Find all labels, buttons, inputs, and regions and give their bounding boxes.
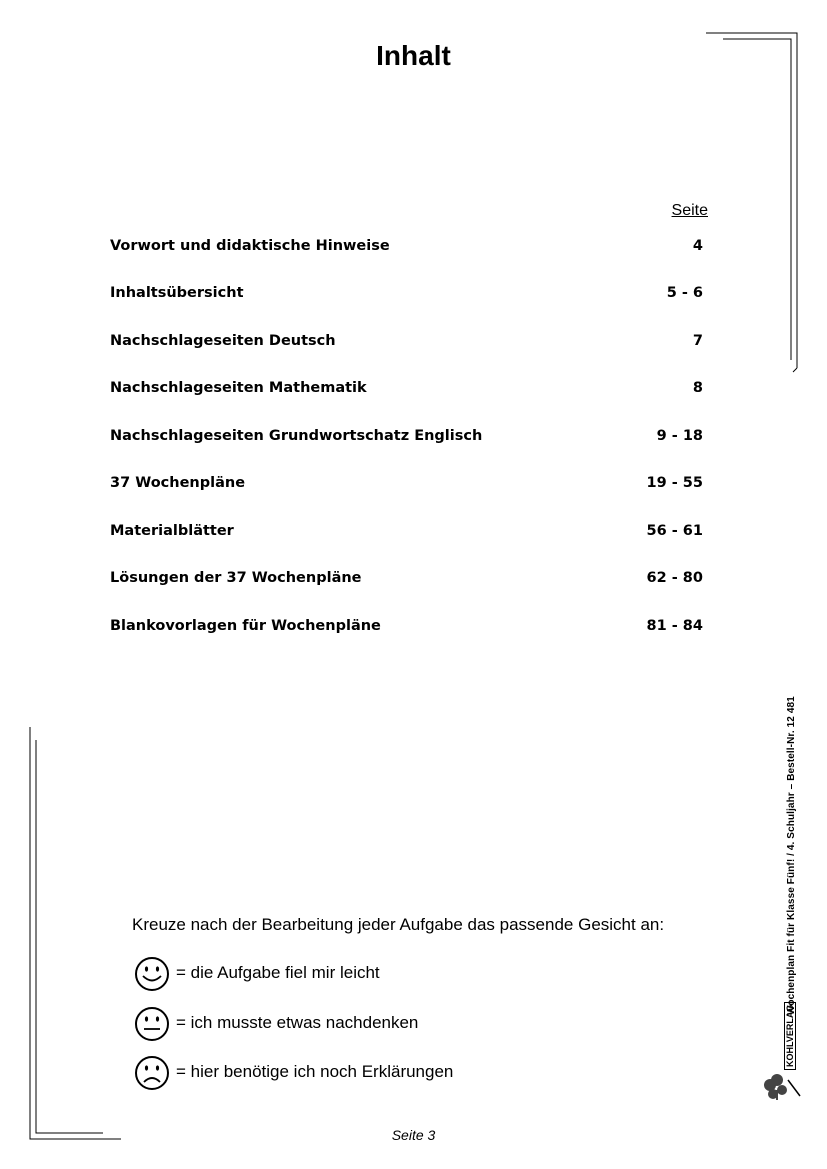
toc-entry-pages: 7	[692, 333, 703, 349]
toc-entry-pages: 62 - 80	[646, 570, 703, 586]
toc-entry-label: Nachschlageseiten Grundwortschatz Englisch	[110, 428, 483, 444]
toc-entry-pages: 56 - 61	[646, 523, 703, 539]
toc-column-header: Seite	[671, 202, 708, 219]
toc-entry	[110, 428, 703, 450]
toc-entry-pages: 4	[692, 238, 703, 254]
toc-entry	[110, 523, 703, 545]
toc-entry-label: Nachschlageseiten Mathematik	[110, 380, 367, 396]
side-imprint-text: Wochenplan Fit für Klasse Fünf! / 4. Schuljahr – Bestell-Nr. 12 481	[786, 696, 797, 1015]
toc-entry-label: Nachschlageseiten Deutsch	[110, 333, 336, 349]
toc-entry	[110, 475, 703, 497]
publisher-name: KOHLVERLAG	[784, 1002, 796, 1070]
tree-logo	[764, 1074, 787, 1100]
smiley-happy-icon	[134, 956, 170, 992]
toc-entry-label: 37 Wochenpläne	[110, 475, 246, 491]
toc-entry	[110, 570, 703, 592]
toc-entry	[110, 285, 703, 307]
smiley-neutral-icon	[134, 1006, 170, 1042]
legend-intro: Kreuze nach der Bearbeitung jeder Aufgabe das passende Gesicht an:	[132, 915, 665, 934]
toc-entry-label: Vorwort und didaktische Hinweise	[110, 238, 390, 254]
toc-entry	[110, 380, 703, 402]
toc-entry-label: Inhaltsübersicht	[110, 285, 244, 301]
smiley-sad-icon	[134, 1055, 170, 1091]
legend-item-text: = die Aufgabe fiel mir leicht	[176, 963, 380, 982]
toc-entry-label: Lösungen der 37 Wochenpläne	[110, 570, 362, 586]
toc-entry-label: Blankovorlagen für Wochenpläne	[110, 618, 381, 634]
toc-entry-pages: 81 - 84	[646, 618, 703, 634]
toc-entry	[110, 618, 703, 640]
toc-entry-pages: 19 - 55	[646, 475, 703, 491]
page-title: Inhalt	[376, 40, 451, 71]
toc-entry-pages: 5 - 6	[666, 285, 703, 301]
toc-entry	[110, 238, 703, 260]
toc-entry	[110, 333, 703, 355]
toc-entry-label: Materialblätter	[110, 523, 234, 539]
legend-item-text: = ich musste etwas nachdenken	[176, 1013, 419, 1032]
toc-entry-pages: 9 - 18	[656, 428, 703, 444]
legend-item-text: = hier benötige ich noch Erklärungen	[176, 1062, 454, 1081]
toc-entry-pages: 8	[692, 380, 703, 396]
page-number: Seite 3	[391, 1127, 436, 1143]
